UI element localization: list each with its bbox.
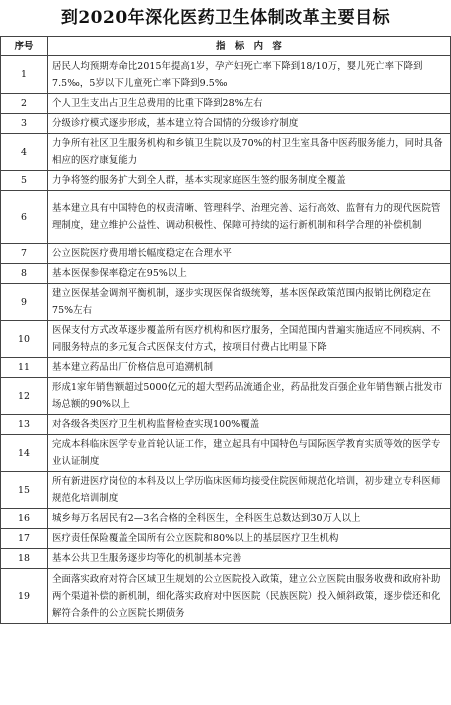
row-content: 医疗责任保险覆盖全国所有公立医院和80%以上的基层医疗卫生机构	[48, 529, 451, 549]
table-row	[1, 378, 451, 415]
row-content: 全面落实政府对符合区域卫生规划的公立医院投入政策，建立公立医院由服务收费和政府补助两个渠道补偿的新机制，细化落实政府对中医医院（民族医院）投入倾斜政策，逐步偿还和化解符合条件的公立医院长期债务	[48, 569, 451, 624]
row-number: 11	[1, 358, 48, 378]
row-number: 18	[1, 549, 48, 569]
row-number: 7	[1, 244, 48, 264]
row-content: 基本建立药品出厂价格信息可追溯机制	[48, 358, 451, 378]
table-row	[1, 509, 451, 529]
row-content: 个人卫生支出占卫生总费用的比重下降到28%左右	[48, 94, 451, 114]
row-number: 10	[1, 321, 48, 358]
row-content: 公立医院医疗费用增长幅度稳定在合理水平	[48, 244, 451, 264]
table-row	[1, 435, 451, 472]
table-row	[1, 284, 451, 321]
table-row	[1, 114, 451, 134]
table-row	[1, 549, 451, 569]
row-content: 所有新进医疗岗位的本科及以上学历临床医师均接受住院医师规范化培训，初步建立专科医师规范化培训制度	[48, 472, 451, 509]
row-number: 8	[1, 264, 48, 284]
row-content: 完成本科临床医学专业首轮认证工作，建立起具有中国特色与国际医学教育实质等效的医学专业认证制度	[48, 435, 451, 472]
table-row	[1, 191, 451, 244]
row-number: 6	[1, 191, 48, 244]
row-content: 力争所有社区卫生服务机构和乡镇卫生院以及70%的村卫生室具备中医药服务能力，同时具备相应的医疗康复能力	[48, 134, 451, 171]
row-number: 19	[1, 569, 48, 624]
row-content: 形成1家年销售额超过5000亿元的超大型药品流通企业，药品批发百强企业年销售额占批发市场总额的90%以上	[48, 378, 451, 415]
header-content: 指 标 内 容	[48, 37, 451, 56]
row-number: 5	[1, 171, 48, 191]
targets-table	[0, 36, 451, 624]
table-header-row	[1, 37, 451, 56]
table-row	[1, 415, 451, 435]
row-number: 17	[1, 529, 48, 549]
row-number: 1	[1, 56, 48, 94]
row-content: 城乡每万名居民有2—3名合格的全科医生，全科医生总数达到30万人以上	[48, 509, 451, 529]
row-content: 医保支付方式改革逐步覆盖所有医疗机构和医疗服务，全国范围内普遍实施适应不同疾病、不同服务特点的多元复合式医保支付方式，按项目付费占比明显下降	[48, 321, 451, 358]
row-number: 16	[1, 509, 48, 529]
row-content: 对各级各类医疗卫生机构监督检查实现100%覆盖	[48, 415, 451, 435]
row-content: 建立医保基金调剂平衡机制，逐步实现医保省级统筹，基本医保政策范围内报销比例稳定在75%左右	[48, 284, 451, 321]
row-number: 2	[1, 94, 48, 114]
row-content: 基本公共卫生服务逐步均等化的机制基本完善	[48, 549, 451, 569]
row-number: 4	[1, 134, 48, 171]
document-title: 到2020年深化医药卫生体制改革主要目标	[60, 8, 391, 28]
table-row	[1, 358, 451, 378]
table-row	[1, 56, 451, 94]
row-number: 12	[1, 378, 48, 415]
row-number: 14	[1, 435, 48, 472]
table-row	[1, 321, 451, 358]
row-number: 15	[1, 472, 48, 509]
row-content: 居民人均预期寿命比2015年提高1岁，孕产妇死亡率下降到18/10万，婴儿死亡率下降到7.5‰，5岁以下儿童死亡率下降到9.5‰	[48, 56, 451, 94]
table-row	[1, 244, 451, 264]
table-row	[1, 569, 451, 624]
table-row	[1, 264, 451, 284]
table-row	[1, 171, 451, 191]
row-content: 基本医保参保率稳定在95%以上	[48, 264, 451, 284]
row-content: 分级诊疗模式逐步形成，基本建立符合国情的分级诊疗制度	[48, 114, 451, 134]
table-row	[1, 529, 451, 549]
header-number: 序号	[1, 37, 48, 56]
row-content: 力争将签约服务扩大到全人群，基本实现家庭医生签约服务制度全覆盖	[48, 171, 451, 191]
table-row	[1, 134, 451, 171]
row-number: 3	[1, 114, 48, 134]
row-content: 基本建立具有中国特色的权责清晰、管理科学、治理完善、运行高效、监督有力的现代医院管理制度，建立维护公益性、调动积极性、保障可持续的运行新机制和科学合理的补偿机制	[48, 191, 451, 244]
table-row	[1, 472, 451, 509]
row-number: 13	[1, 415, 48, 435]
table-row	[1, 94, 451, 114]
row-number: 9	[1, 284, 48, 321]
